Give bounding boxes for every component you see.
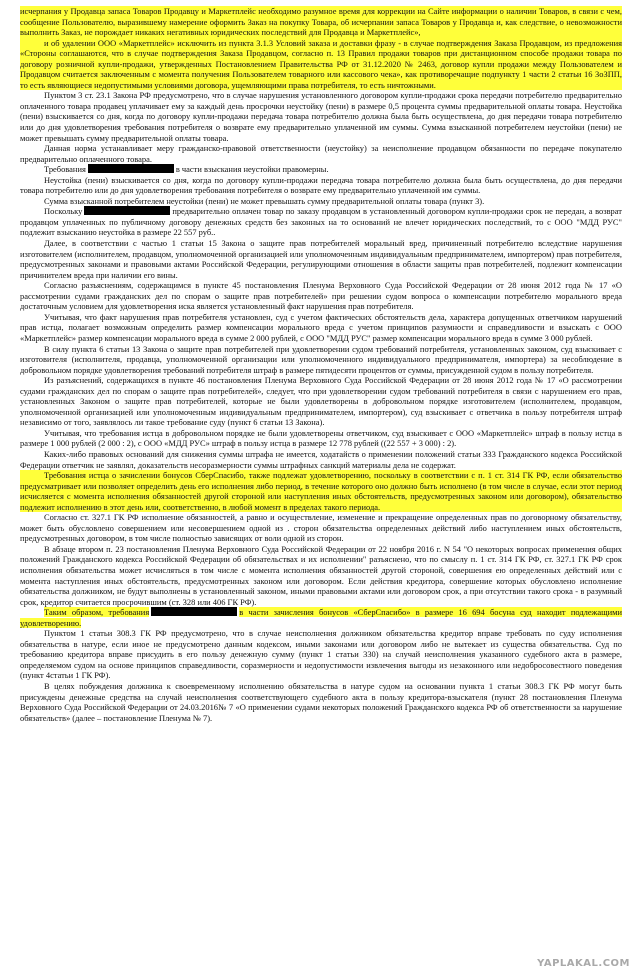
- paragraph-text: Пунктом 1 статьи 308.3 ГК РФ предусмотрено, что в случае неисполнения должником обязательства кредитор вправе требовать по суду исполнения обязательства в натуре, если иное не предусмотрено данным кодексом, иными законами или договором либо не вытекает из существа обязательства. Суд по требованию кредитора вправе присудить в его пользу денежную сумму (пункт 1 статьи 330) на случай неисполнения указанного судебного акта в размере, определяемом судом на основе принципов справедливости, соразмерности и недопустимости извлечения выгоды из незаконного или недобросовестного поведения (пункт 4статьи 1 ГК РФ).: [20, 628, 622, 681]
- paragraph-moral-harm: [20, 238, 622, 280]
- paragraph-text-after: предварительно оплачен товар по заказу продавцом в установленный договором купли-продажи срок не передан, а возврат продавцом уплаченных по публичному договору денежных средств без законных на то оснований не влечет юридических последствий, то с ООО "МДД РУС" подлежит взысканию неустойка в размере 22 557 руб..: [20, 206, 622, 238]
- paragraph-plenum-45: [20, 280, 622, 312]
- paragraph-text: и об удалении ООО «Маркетплейс» исключить из пункта 3.1.3 Условий заказа и доставки фразу - в случае подтверждения Заказа Продавцом, из предложения «Стороны соглашаются, что в случае подтверждения Заказа Продавцом, согласно п. 13 Правил продажи товаров при дистанционном способе продажи товара по договору розничной купли-продажи, утвержденных Постановлением Правительства РФ от 31.12.2020 № 2463, договор купли продажи между Пользователем и Продавцом считается заключенным с момента получения Пользователем товарного или кассового чека», как противоречащие подпункту 1 части 2 статьи 16 ЗоЗПП, то есть являющиеся недопустимыми условиями договора, ущемляющими права потребителя, то есть ничтожными.: [20, 37, 622, 90]
- paragraph-text: Учитывая, что требования истца в добровольном порядке не были удовлетворены ответчиком, суд взыскивает с ООО «Маркетплейс» штраф в пользу истца в размере 1 000 рублей (2 000 : 2), с ООО «МДД РУС» штраф в пользу истца в размере 12 778 рублей ((22 557 + 3 000) : 2).: [20, 427, 622, 449]
- paragraph-text: В абзаце втором п. 23 постановления Пленума Верховного Суда Российской Федерации от 22 ноября 2016 г. N 54 "О некоторых вопросах применения общих положений Гражданского кодекса Российской Федерации об обязательствах и их исполнении" разъяснено, что по смыслу п. 1 ст. 314 ГК РФ, ст. 327.1 ГК РФ срок исполнения обязательства может исчисляться в том числе с момента исполнения обязанностей другой стороной, совершения ею определенных действий или с момента наступления иных обстоятельств, предусмотренных законом или договором. Если действия кредитора, совершение которых обусловлено исполнение обязательства должником, не будут выполнены в установленный законом, иными правовыми актами или договором срок, а при отсутствии такого срока - в разумный срок, кредитор считается просрочившим (ст. 328 или 406 ГК РФ).: [20, 543, 622, 607]
- redaction-bar: [84, 206, 170, 215]
- paragraph-text: В целях побуждения должника к своевременному исполнению обязательства в натуре судом на основании пункта 1 статьи 308.3 ГК РФ могут быть присуждены денежные средства на случай неисполнения соответствующего судебного акта в пользу кредитора-взыскателя (пункт 28 постановления Пленума Верховного Суда Российской Федерации от 24.03.2016№ 7 «О применении судами некоторых положений Гражданского кодекса РФ об ответственности за нарушение обязательств» (далее – постановление Пленума № 7).: [20, 681, 622, 723]
- paragraph-text: Требования истца о зачислении бонусов СберСпасибо, также подлежат удовлетворению, поскольку в соответствии с п. 1 ст. 314 ГК РФ, если обязательство предусматривает или позволяет определить день его исполнения либо период, в течение которого оно должно быть исполнено (в том числе в случае, если этот период исчисляется с момента исполнения обязанностей другой стороной или наступления иных обстоятельств, предусмотренных законом или договором), обязательство подлежит исполнению в этот день или, соответственно, в любой момент в пределах такого периода.: [20, 470, 622, 512]
- redaction-bar: [151, 607, 237, 616]
- paragraph-text: Сумма взысканной потребителем неустойки (пени) не может превышать сумму предварительной оплаты товара (пункт 3).: [44, 195, 485, 206]
- paragraph-text: Каких-либо правовых оснований для снижения суммы штрафа не имеется, ходатайств о применении положений статьи 333 Гражданского кодекса Российской Федерации ответчик не заявлял, доказательств несоразмерности суммы штрафных санкций материалы дела не содержат.: [20, 448, 622, 470]
- paragraph-marketplace-notice: [20, 6, 622, 38]
- paragraph-text-before: Требования: [44, 164, 86, 175]
- paragraph-penalty-award: [20, 206, 622, 238]
- paragraph-bonus-award: [20, 607, 622, 628]
- paragraph-text: Данная норма устанавливает меру гражданско-правовой ответственности (неустойку) за неисполнение продавцом обязанности по передаче покупателю предварительно оплаченного товара.: [20, 143, 622, 164]
- watermark: YAPLAKAL.COM: [537, 958, 630, 970]
- paragraph-article-23-1: [20, 90, 622, 143]
- paragraph-text: Далее, в соответствии с частью 1 статьи 15 Закона о защите прав потребителей моральный вред, причиненный потребителю вследствие нарушения изготовителем (исполнителем, продавцом, уполномоченной организацией или уполномоченным индивидуальным предпринимателем, импортером) прав потребителя, предусмотренных законами и правовыми актами Российской Федерации, регулирующими отношения в области защиты прав потребителей, подлежит компенсации причинителем вреда при наличии его вины.: [20, 238, 622, 280]
- paragraph-text: Пунктом 3 ст. 23.1 Закона РФ предусмотрено, что в случае нарушения установленного договором купли-продажи срока передачи потребителю предварительно оплаченного товара продавец уплачивает ему за каждый день просрочки неустойку (пени) в размере 0,5 процента суммы предварительной оплаты товара. Неустойка (пени) взыскивается со дня, когда по договору купли-продажи передача товара потребителю должна была быть осуществлена, до дня передачи товара потребителю или до дня удовлетворения требования потребителя о возврате ему предварительно уплаченной им суммы. Сумма взысканной потребителем неустойки (пени) не может превышать сумму предварительной оплаты товара.: [20, 90, 622, 143]
- paragraph-plenum-46: [20, 375, 622, 428]
- paragraph-plenum-54: [20, 544, 622, 607]
- paragraph-fine-article-13: [20, 344, 622, 376]
- paragraph-text: В силу пункта 6 статьи 13 Закона о защите прав потребителей при удовлетворении судом требований потребителя, установленных законом, суд взыскивает с изготовителя (исполнителя, продавца, уполномоченной организации или уполномоченного индивидуального предпринимателя, импортера) за несоблюдение в добровольном порядке удовлетворения требований потребителя штраф в размере пятидесяти процентов от суммы, присужденной судом в пользу потребителя.: [20, 343, 622, 375]
- paragraph-text: Учитывая, что факт нарушения прав потребителя установлен, суд с учетом фактических обстоятельств дела, характера допущенных ответчиком нарушений прав истца, полагает возможным определить размер компенсации морального вреда с учетом принципов разумности и справедливости и взыскать с ООО «Маркетплейс» размер компенсации морального вреда в сумме 2 000 рублей, с ООО "МДД РУС" размер компенсации морального вреда в сумме 3 000 рублей.: [20, 311, 622, 343]
- paragraph-text-before: Поскольку: [44, 206, 83, 217]
- paragraph-text: Неустойка (пени) взыскивается со дня, когда по договору купли-продажи передача товара потребителю должна была быть осуществлена, до дня передачи товара потребителю или до дня удовлетворения требования потребителя о возврате ему предварительно уплаченной им суммы.: [20, 174, 622, 196]
- paragraph-text: Согласно разъяснениям, содержащимся в пункте 45 постановления Пленума Верховного Суда Российской Федерации от 28 июня 2012 года № 17 «О рассмотрении судами гражданских дел по спорам о защите прав потребителей» при решении судом вопроса о компенсации потребителю морального вреда достаточным условием для удовлетворения иска является установленный факт нарушения прав потребителя.: [20, 280, 622, 312]
- paragraph-delete-clause: [20, 38, 622, 91]
- paragraph-text-after: в части зачисления бонусов «СберСпасибо» в размере 16 694 босуна суд находит подлежащими удовлетворению.: [20, 607, 623, 628]
- paragraph-penalty-claims: [20, 164, 622, 175]
- redaction-bar: [88, 164, 174, 173]
- paragraph-fine-award: [20, 428, 622, 449]
- paragraph-text: исчерпания у Продавца запаса Товаров Продавцу и Маркетплейс необходимо разумное время для коррекции на Сайте информации о наличии Товаров, в связи с чем, сообщение Пользователю, выразившему намерение оформить Заказ на покупку Товара, об исчерпании запаса Товаров у Продавца и, как следствие, о невозможности выполнить Заказ, не порождает никаких негативных юридических последствий для Продавца и Маркетплейс»,: [20, 6, 622, 38]
- paragraph-plenum-7: [20, 681, 622, 723]
- paragraph-norm-liability: [20, 143, 622, 164]
- paragraph-article-308-3: [20, 628, 622, 681]
- paragraph-text-before: Таким образом, требования: [44, 607, 150, 618]
- paragraph-text-after: в части взыскания неустойки правомерны.: [175, 164, 329, 175]
- paragraph-no-reduction: [20, 449, 622, 470]
- paragraph-text: Согласно ст. 327.1 ГК РФ исполнение обязанностей, а равно и осуществление, изменение и прекращение определенных прав по договорному обязательству, может быть обусловлено совершением или несовершением одной из . сторон обязательства определенных действий либо наступлением иных обстоятельств, предусмотренных договором, в том числе полностью зависящих от воли одной из сторон.: [20, 512, 622, 544]
- paragraph-bonus-claims: [20, 470, 622, 512]
- paragraph-penalty-period: [20, 175, 622, 196]
- paragraph-text: Из разъяснений, содержащихся в пункте 46 постановления Пленума Верховного Суда Российской Федерации от 28 июня 2012 года № 17 «О рассмотрении судами гражданских дел по спорам о защите прав потребителей», следует, что при удовлетворении судом требований потребителя в связи с нарушением его прав, установленных Законом о защите прав потребителей, которые не были удовлетворены в добровольном порядке изготовителем (исполнителем, продавцом, уполномоченной организацией или уполномоченным индивидуальным предпринимателем, импортером), суд взыскивает с ответчика в пользу потребителя штраф независимо от того, заявлялось ли такое требование суду (пункт 6 статьи 13 Закона).: [20, 375, 622, 428]
- paragraph-moral-harm-award: [20, 312, 622, 344]
- paragraph-article-327-1: [20, 512, 622, 544]
- paragraph-penalty-cap: [20, 196, 622, 207]
